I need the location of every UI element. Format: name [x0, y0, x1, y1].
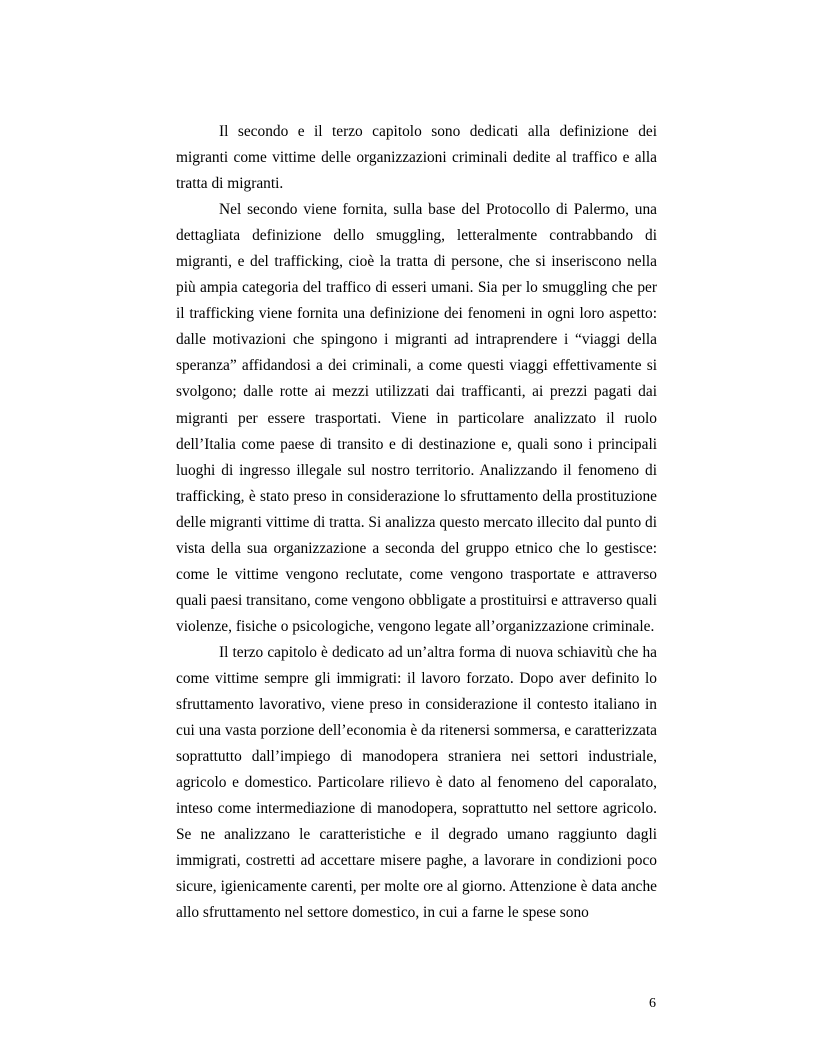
- page-number: 6: [649, 996, 656, 1011]
- paragraph-second-chapter: Nel secondo viene fornita, sulla base del Protocollo di Palermo, una dettagliata definizione dello smuggling, letteralmente contrabbando di migranti, e del trafficking, cioè la tratta di persone, che si inseriscono nella più ampia categoria del traffico di esseri umani. Sia per lo smuggling che per il trafficking viene fornita una definizione dei fenomeni in ogni loro aspetto: dalle motivazioni che spingono i migranti ad intraprendere i “viaggi della speranza” affidandosi a dei criminali, a come questi viaggi effettivamente si svolgono; dalle rotte ai mezzi utilizzati dai trafficanti, ai prezzi pagati dai migranti per essere trasportati. Viene in particolare analizzato il ruolo dell’Italia come paese di transito e di destinazione e, quali sono i principali luoghi di ingresso illegale sul nostro territorio. Analizzando il fenomeno di trafficking, è stato preso in considerazione lo sfruttamento della prostituzione delle migranti vittime di tratta. Si analizza questo mercato illecito dal punto di vista della sua organizzazione a seconda del gruppo etnico che lo gestisce: come le vittime vengono reclutate, come vengono trasportate e attraverso quali paesi transitano, come vengono obbligate a prostituirsi e attraverso quali violenze, fisiche o psicologiche, vengono legate all’organizzazione criminale.: [176, 201, 657, 635]
- paragraph-third-chapter: Il terzo capitolo è dedicato ad un’altra forma di nuova schiavitù che ha come vittime sempre gli immigrati: il lavoro forzato. Dopo aver definito lo sfruttamento lavorativo, viene preso in considerazione il contesto italiano in cui una vasta porzione dell’economia è da ritenersi sommersa, e caratterizzata soprattutto dall’impiego di manodopera straniera nei settori industriale, agricolo e domestico. Particolare rilievo è dato al fenomeno del caporalato, inteso come intermediazione di manodopera, soprattutto nel settore agricolo. Se ne analizzano le caratteristiche e il degrado umano raggiunto dagli immigrati, costretti ad accettare misere paghe, a lavorare in condizioni poco sicure, igienicamente carenti, per molte ore al giorno. Attenzione è data anche allo sfruttamento nel settore domestico, in cui a farne le spese sono: [176, 643, 657, 922]
- page-body: [176, 119, 657, 926]
- paragraph-intro-chapters: Il secondo e il terzo capitolo sono dedicati alla definizione dei migranti come vittime delle organizzazioni criminali dedite al traffico e alla tratta di migranti.: [176, 123, 657, 193]
